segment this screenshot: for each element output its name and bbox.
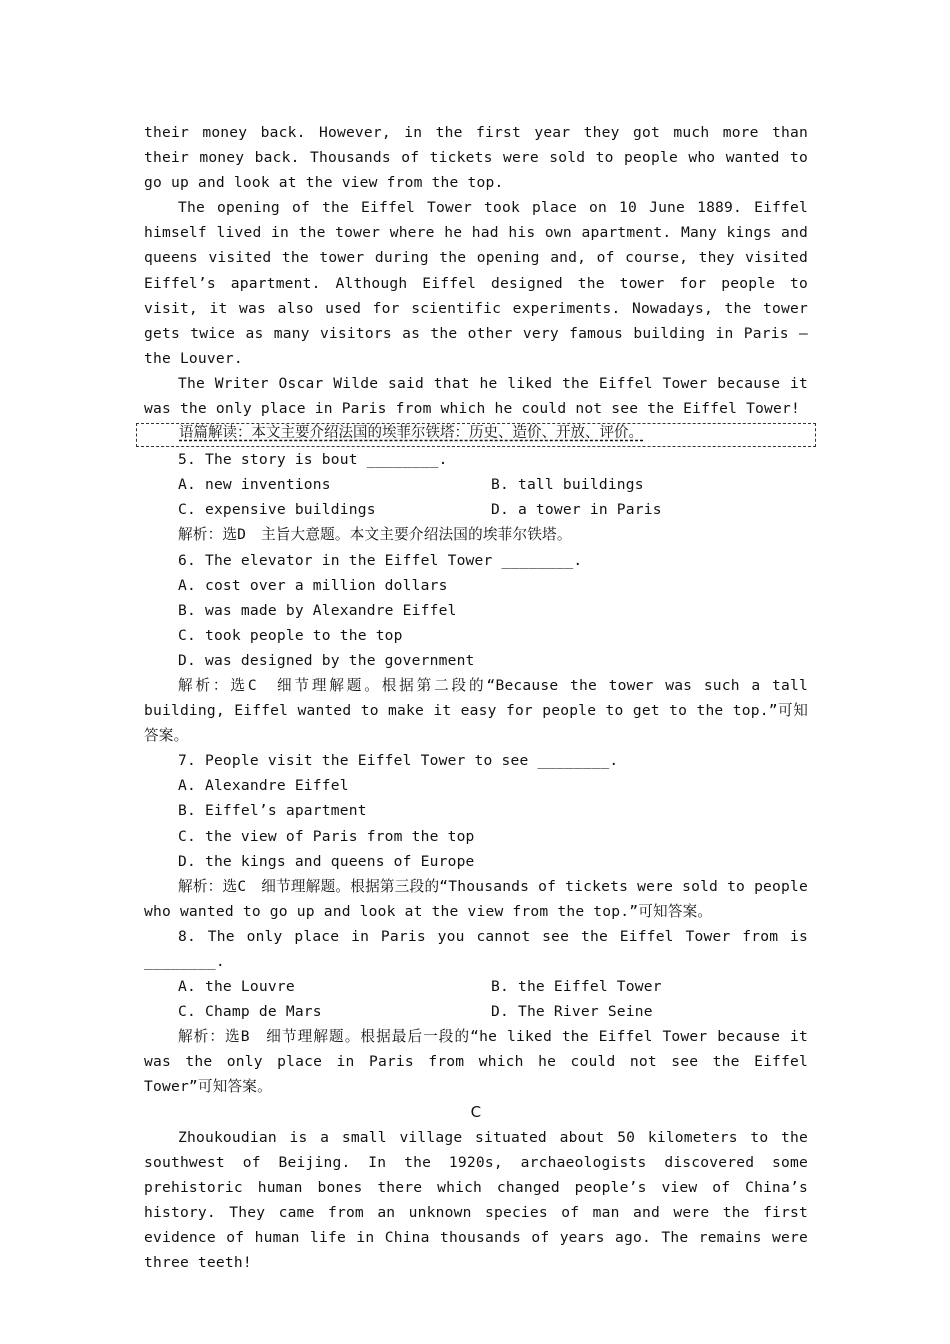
question-6-option-d: D. was designed by the government	[178, 651, 475, 669]
question-8-option-a: A. the Louvre	[178, 978, 295, 996]
question-5-options-row-2	[144, 497, 808, 522]
question-8-analysis: 解析：选B 细节理解题。根据最后一段的“he liked the Eiffel Tower because it was the only place in Paris from which he could not see the Eiffel Tower”可知答案。	[144, 1028, 808, 1096]
question-8-options-row-1	[144, 974, 808, 999]
question-5-option-b: B. tall buildings	[491, 476, 644, 494]
question-6-option-c: C. took people to the top	[178, 626, 403, 644]
passage-b-paragraph-2: The opening of the Eiffel Tower took place on 10 June 1889. Eiffel himself lived in the tower where he had his own apartment. Many kings and queens visited the tower during the opening and, of course, they visited Eiffel’s apartment. Although Eiffel designed the tower for people to visit, it was also used for scientific experiments. Nowadays, the tower gets twice as many visitors as the other very famous building in Paris — the Louver.	[144, 199, 808, 367]
question-8-option-d: D. The River Seine	[491, 1003, 653, 1021]
document-page	[144, 120, 808, 1275]
question-6-analysis: 解析：选C 细节理解题。根据第二段的“Because the tower was such a tall building, Eiffel wanted to make it easy for people to get to the top.”可知答案。	[144, 676, 808, 745]
question-7-analysis: 解析：选C 细节理解题。根据第三段的“Thousands of tickets were sold to people who wanted to go up and look at the view from the top.”可知答案。	[144, 877, 808, 920]
question-6-stem: 6. The elevator in the Eiffel Tower ________.	[178, 551, 583, 569]
question-8-option-c: C. Champ de Mars	[178, 1003, 322, 1021]
question-6-option-b: B. was made by Alexandre Eiffel	[178, 601, 457, 619]
question-7-option-a: A. Alexandre Eiffel	[178, 777, 349, 795]
question-8-options-row-2	[144, 999, 808, 1024]
question-5-stem: 5. The story is bout ________.	[178, 451, 448, 469]
question-5-options-row-1	[144, 472, 808, 497]
summary-text: 语篇解读：本文主要介绍法国的埃菲尔铁塔：历史、造价、开放、评价。	[179, 425, 643, 442]
question-5-option-c: C. expensive buildings	[178, 501, 376, 519]
question-5-analysis: 解析：选D 主旨大意题。本文主要介绍法国的埃菲尔铁塔。	[178, 526, 572, 544]
summary-box	[136, 423, 816, 447]
passage-b-paragraph-3: The Writer Oscar Wilde said that he liked the Eiffel Tower because it was the only place in Paris from which he could not see the Eiffel Tower!	[144, 374, 808, 418]
passage-b-paragraph-1-continued: their money back. However, in the first year they got much more than their money back. Thousands of tickets were sold to people who wanted to go up and look at the view from the top.	[144, 124, 808, 192]
question-7-stem: 7. People visit the Eiffel Tower to see ________.	[178, 752, 619, 770]
section-c-paragraph-1: Zhoukoudian is a small village situated about 50 kilometers to the southwest of Beijing. In the 1920s, archaeologists discovered some prehistoric human bones there which changed people’s view of China’s history. They came from an unknown species of man and were the first evidence of human life in China thousands of years ago. The remains were three teeth!	[144, 1128, 808, 1272]
question-5-option-d: D. a tower in Paris	[491, 501, 662, 519]
question-8-stem: 8. The only place in Paris you cannot see the Eiffel Tower from is ________.	[144, 927, 808, 970]
section-c-heading: C	[470, 1102, 482, 1121]
question-8-option-b: B. the Eiffel Tower	[491, 978, 662, 996]
question-6-option-a: A. cost over a million dollars	[178, 576, 448, 594]
question-7-option-b: B. Eiffel’s apartment	[178, 802, 367, 820]
question-7-option-d: D. the kings and queens of Europe	[178, 852, 475, 870]
question-5-option-a: A. new inventions	[178, 476, 331, 494]
question-7-option-c: C. the view of Paris from the top	[178, 827, 475, 845]
